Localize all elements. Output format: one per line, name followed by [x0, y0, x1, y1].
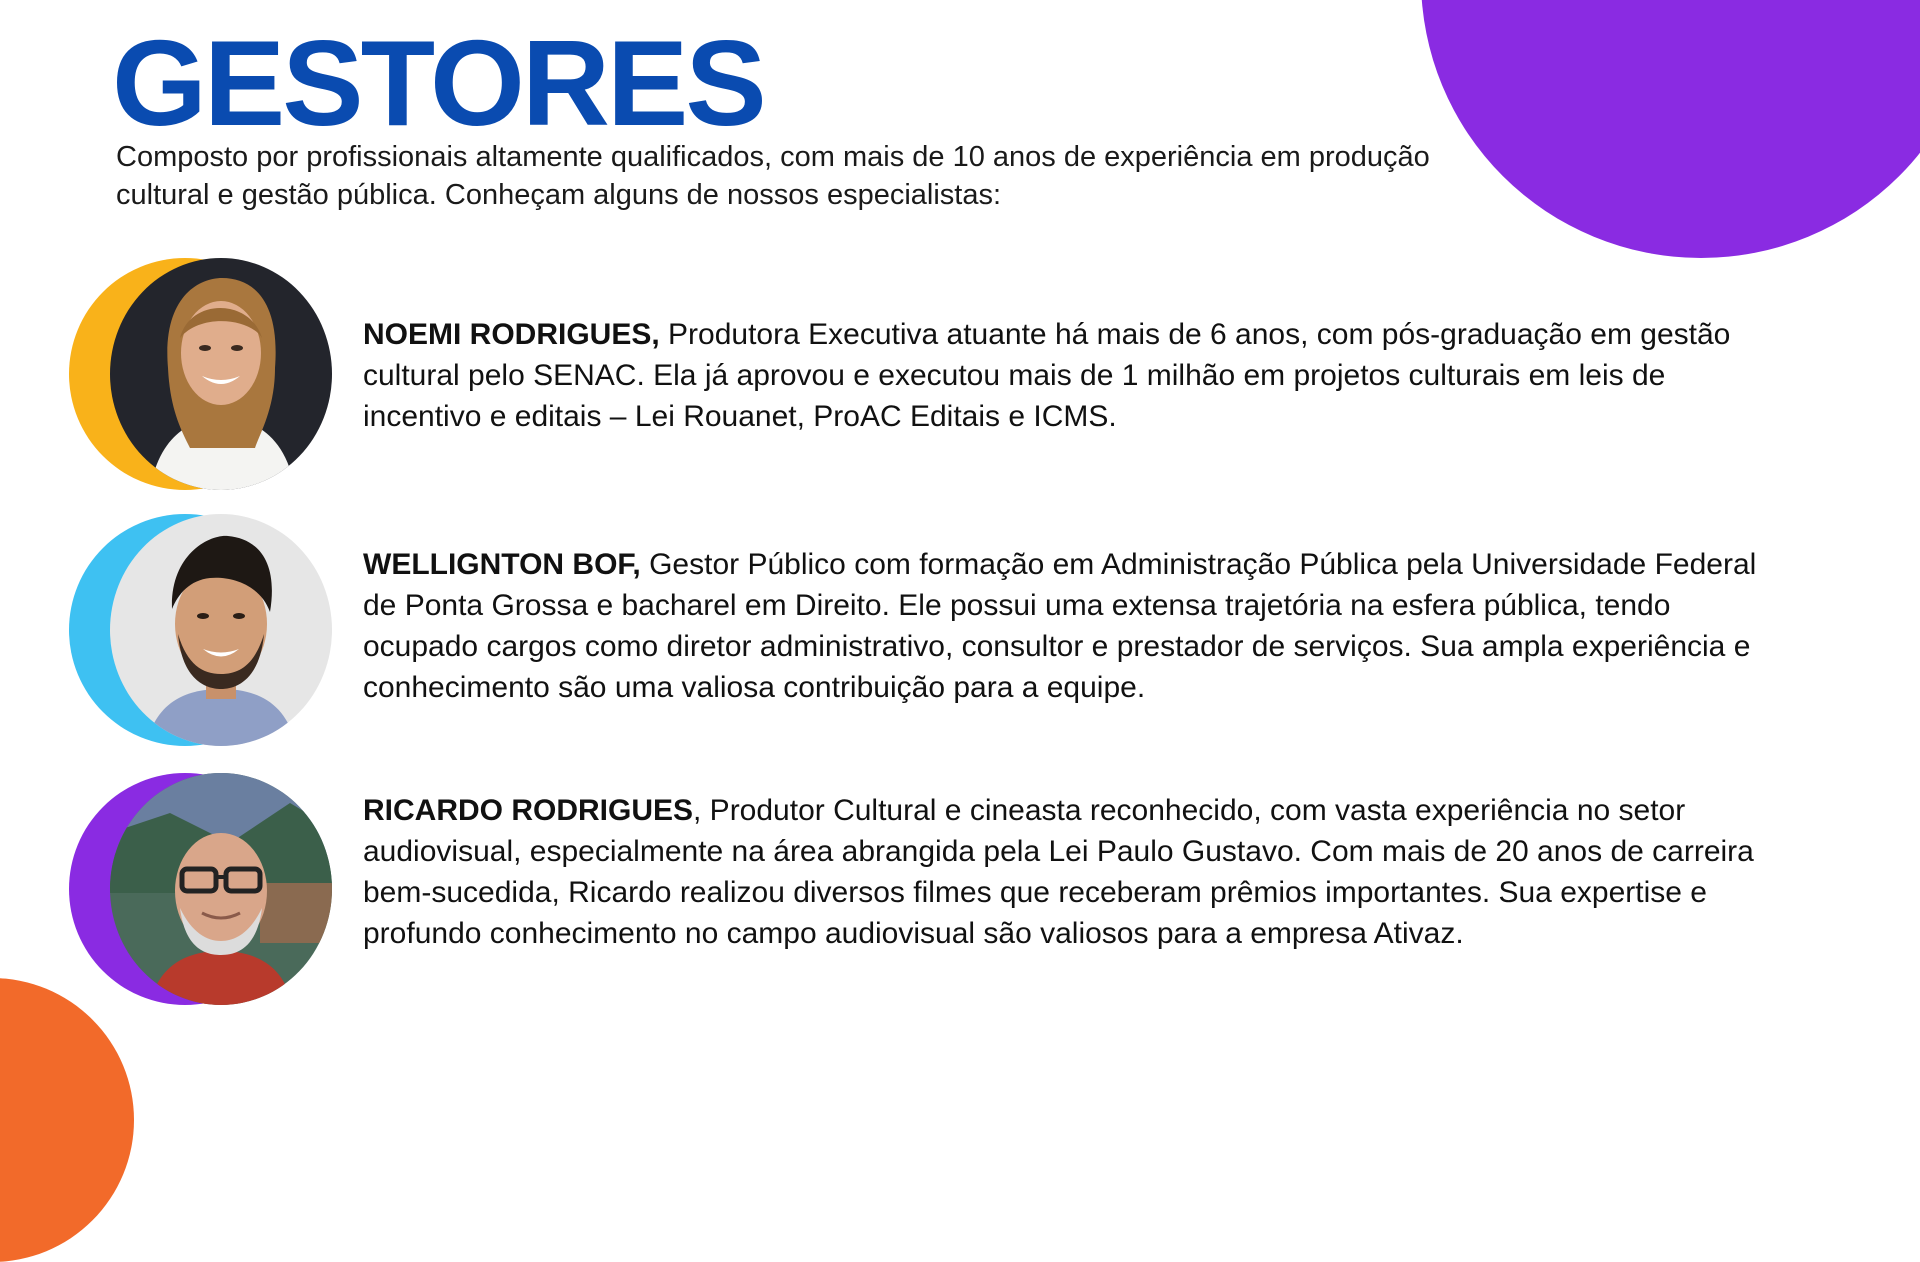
decorative-orange-circle [0, 978, 134, 1262]
portrait-ricardo [69, 773, 333, 1005]
member-name: RICARDO RODRIGUES [363, 794, 694, 827]
bio-ricardo [363, 790, 1783, 954]
portrait-wellignton [69, 514, 333, 746]
member-bio-text: Produtora Executiva atuante há mais de 6 anos, com pós-graduação em gestão cultural pelo SENAC. Ela já aprovou e executou mais de 1 milhão em projetos culturais em leis de incentivo e editais – Lei Rouanet, ProAC Editais e ICMS. [363, 318, 1731, 433]
bio-noemi [363, 314, 1783, 437]
noemi-photo [110, 258, 332, 490]
member-bio-text: , Produtor Cultural e cineasta reconhecido, com vasta experiência no setor audiovisual, especialmente na área abrangida pela Lei Paulo Gustavo. Com mais de 20 anos de carreira bem-sucedida, Ricardo realizou diversos filmes que receberam prêmios importantes. Sua expertise e profundo conhecimento no campo audiovisual são valiosos para a empresa Ativaz. [363, 794, 1754, 950]
ricardo-photo [110, 773, 332, 1005]
bio-wellignton [363, 544, 1783, 708]
member-name: NOEMI RODRIGUES, [363, 318, 660, 351]
wellignton-photo [110, 514, 332, 746]
member-bio-text: Gestor Público com formação em Administração Pública pela Universidade Federal de Ponta Grossa e bacharel em Direito. Ele possui uma extensa trajetória na esfera pública, tendo ocupado cargos como diretor administrativo, consultor e prestador de serviços. Sua ampla experiência e conhecimento são uma valiosa contribuição para a equipe. [363, 548, 1757, 704]
member-name: WELLIGNTON BOF, [363, 548, 641, 581]
intro-text: Composto por profissionais altamente qualificados, com mais de 10 anos de experiência em produção cultural e gestão pública. Conheçam alguns de nossos especialistas: [116, 141, 1430, 211]
portrait-noemi [69, 258, 333, 490]
decorative-purple-circle [1421, 0, 1920, 258]
page-title: GESTORES [112, 15, 764, 151]
